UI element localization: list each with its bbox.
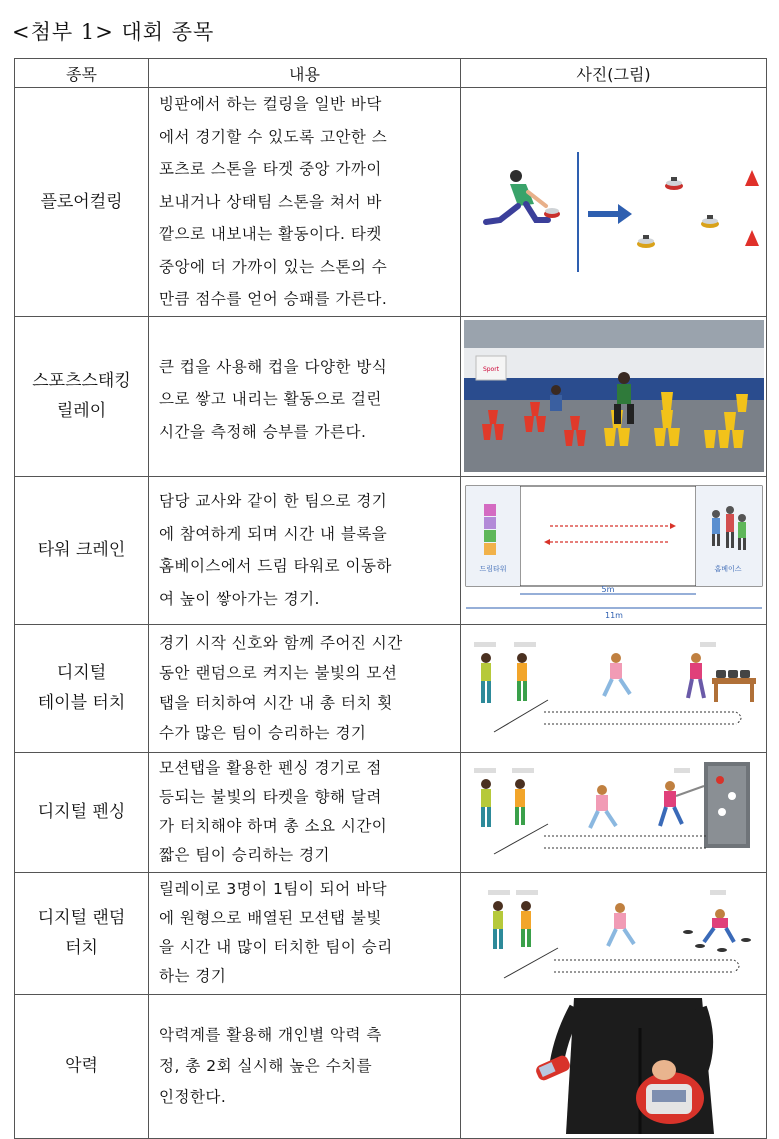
event-name: 플로어컬링 bbox=[15, 88, 149, 317]
svg-text:Sport: Sport bbox=[482, 366, 500, 373]
curling-stone bbox=[665, 177, 683, 190]
digital-random-touch-illustration bbox=[464, 876, 764, 990]
digital-fencing-illustration bbox=[464, 756, 764, 868]
event-picture bbox=[461, 476, 767, 624]
header-event: 종목 bbox=[15, 59, 149, 88]
event-picture bbox=[461, 88, 767, 317]
event-description: 모션탭을 활용한 펜싱 경기로 점 등되는 불빛의 타켓을 향해 달려 가 터치해야 하며 총 소요 시간이 짧은 팀이 승리하는 경기 bbox=[149, 752, 461, 872]
event-name: 디지털 랜덤 터치 bbox=[15, 872, 149, 994]
table-header-row bbox=[15, 59, 767, 88]
event-picture bbox=[461, 624, 767, 752]
sport-stacking-photo bbox=[464, 320, 764, 472]
event-description: 릴레이로 3명이 1팀이 되어 바닥 에 원형으로 배열된 모션탭 불빛 을 시간 내 많이 터치한 팀이 승리 하는 경기 bbox=[149, 872, 461, 994]
digital-table-touch-illustration bbox=[464, 628, 764, 748]
svg-text:11m: 11m bbox=[605, 611, 623, 620]
event-description: 큰 컵을 사용해 컵을 다양한 방식 으로 쌓고 내리는 활동으로 걸린 시간을 측정해 승부를 가른다. bbox=[149, 316, 461, 476]
tower-crane-diagram bbox=[464, 480, 764, 620]
curling-stone bbox=[701, 215, 719, 228]
table-row bbox=[15, 624, 767, 752]
cone-icon bbox=[745, 230, 759, 246]
event-description: 악력계를 활용해 개인별 악력 측 정, 총 2회 실시해 높은 수치를 인정한다. bbox=[149, 994, 461, 1138]
event-picture bbox=[461, 994, 767, 1138]
curling-stone bbox=[637, 235, 655, 248]
event-picture bbox=[461, 316, 767, 476]
table-row bbox=[15, 316, 767, 476]
event-name: 스포츠스태킹 릴레이 bbox=[15, 316, 149, 476]
event-description: 경기 시작 신호와 함께 주어진 시간 동안 랜덤으로 켜지는 불빛의 모션 탭을 터치하여 시간 내 총 터치 횟 수가 많은 팀이 승리하는 경기 bbox=[149, 624, 461, 752]
events-table bbox=[14, 58, 767, 1139]
table-row bbox=[15, 872, 767, 994]
svg-text:홈베이스: 홈베이스 bbox=[714, 565, 742, 573]
event-description: 빙판에서 하는 컬링을 일반 바닥 에서 경기할 수 있도록 고안한 스 포츠로 스톤을 타겟 중앙 가까이 보내거나 상태팀 스톤을 쳐서 바 깥으로 내보내는 활동이다. 타켓 중앙에 더 가까이 있는 스톤의 수 만큼 점수를 얻어 승패를 가른다. bbox=[149, 88, 461, 317]
table-row bbox=[15, 752, 767, 872]
event-name: 디지털 펜싱 bbox=[15, 752, 149, 872]
event-name: 디지털 테이블 터치 bbox=[15, 624, 149, 752]
table-row bbox=[15, 88, 767, 317]
event-name: 타워 크레인 bbox=[15, 476, 149, 624]
svg-text:드림타워: 드림타워 bbox=[479, 565, 507, 573]
svg-text:5m: 5m bbox=[601, 585, 615, 594]
event-name: 악력 bbox=[15, 994, 149, 1138]
grip-strength-photo bbox=[464, 998, 764, 1134]
event-picture bbox=[461, 872, 767, 994]
event-description: 담당 교사와 같이 한 팀으로 경기 에 참여하게 되며 시간 내 블록을 홈베이스에서 드림 타워로 이동하 여 높이 쌓아가는 경기. bbox=[149, 476, 461, 624]
floor-curling-illustration bbox=[464, 102, 764, 302]
header-picture: 사진(그림) bbox=[461, 59, 767, 88]
table-row bbox=[15, 476, 767, 624]
cone-icon bbox=[745, 170, 759, 186]
event-picture bbox=[461, 752, 767, 872]
table-row bbox=[15, 994, 767, 1138]
header-content: 내용 bbox=[149, 59, 461, 88]
page-title: <첨부 1> 대회 종목 bbox=[12, 20, 215, 44]
